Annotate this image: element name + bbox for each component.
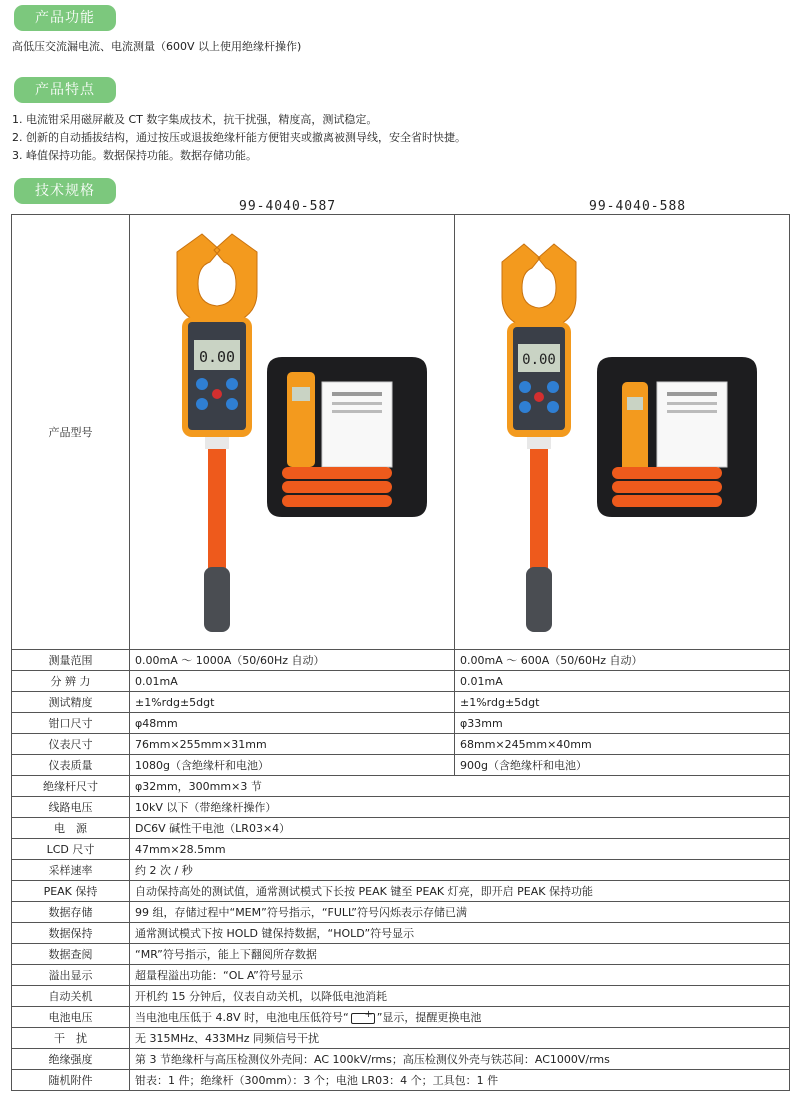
spec-value: 第 3 节绝缘杆与高压检测仪外壳间：AC 100kV/rms；高压检测仪外壳与铁芯间：AC1000V/rms bbox=[130, 1049, 790, 1070]
spec-value-model-2: 0.00mA ～ 600A（50/60Hz 自动） bbox=[455, 650, 790, 671]
product-image-1 bbox=[130, 215, 455, 650]
spec-value-model-1: 0.00mA ～ 1000A（50/60Hz 自动） bbox=[130, 650, 455, 671]
table-row bbox=[12, 1028, 790, 1049]
table-row bbox=[12, 986, 790, 1007]
spec-value-model-1: 76mm×255mm×31mm bbox=[130, 734, 455, 755]
spec-label: 钳口尺寸 bbox=[12, 713, 130, 734]
table-row bbox=[12, 755, 790, 776]
spec-value: 99 组，存储过程中“MEM”符号指示，“FULL”符号闪烁表示存储已满 bbox=[130, 902, 790, 923]
table-row bbox=[12, 1007, 790, 1028]
spec-value: φ32mm，300mm×3 节 bbox=[130, 776, 790, 797]
table-row bbox=[12, 902, 790, 923]
table-row bbox=[12, 839, 790, 860]
clamp-meter-image bbox=[177, 234, 257, 632]
lcd-reading: 0.00 bbox=[522, 352, 556, 368]
table-row bbox=[12, 1070, 790, 1091]
table-row bbox=[12, 860, 790, 881]
spec-value: 自动保持高处的测试值，通常测试模式下长按 PEAK 键至 PEAK 灯亮，即开启 PEAK 保持功能 bbox=[130, 881, 790, 902]
clamp-meter-image bbox=[502, 244, 576, 632]
battery-text-before: 当电池电压低于 4.8V 时，电池电压低符号“ bbox=[135, 1011, 349, 1024]
table-row bbox=[12, 965, 790, 986]
spec-value: 超量程溢出功能：“OL A”符号显示 bbox=[130, 965, 790, 986]
spec-label: 溢出显示 bbox=[12, 965, 130, 986]
product-image-2 bbox=[455, 215, 790, 650]
table-row bbox=[12, 692, 790, 713]
spec-label: 产品型号 bbox=[12, 215, 130, 650]
spec-value: DC6V 碱性干电池（LR03×4） bbox=[130, 818, 790, 839]
spec-table bbox=[11, 214, 790, 1091]
model-number-2: 99-4040-588 bbox=[589, 199, 687, 214]
lcd-reading: 0.00 bbox=[198, 348, 236, 366]
spec-value: 钳表：1 件；绝缘杆（300mm）：3 个；电池 LR03：4 个；工具包：1 件 bbox=[130, 1070, 790, 1091]
spec-label: 绝缘杆尺寸 bbox=[12, 776, 130, 797]
spec-label: 分 辨 力 bbox=[12, 671, 130, 692]
battery-low-icon bbox=[351, 1013, 375, 1024]
spec-value bbox=[130, 1007, 790, 1028]
spec-value: 无 315MHz、433MHz 同频信号干扰 bbox=[130, 1028, 790, 1049]
spec-label: PEAK 保持 bbox=[12, 881, 130, 902]
spec-value: 通常测试模式下按 HOLD 键保持数据，“HOLD”符号显示 bbox=[130, 923, 790, 944]
table-row bbox=[12, 881, 790, 902]
spec-value-model-1: ±1%rdg±5dgt bbox=[130, 692, 455, 713]
spec-value-model-2: φ33mm bbox=[455, 713, 790, 734]
carrying-case-image bbox=[267, 357, 427, 517]
feature-item-3: 3. 峰值保持功能。数据保持功能。数据存储功能。 bbox=[12, 149, 257, 162]
section-tag-spec: 技术规格 bbox=[14, 178, 116, 204]
spec-value-model-2: 900g（含绝缘杆和电池） bbox=[455, 755, 790, 776]
table-row bbox=[12, 944, 790, 965]
spec-label: LCD 尺寸 bbox=[12, 839, 130, 860]
spec-value-model-2: 68mm×245mm×40mm bbox=[455, 734, 790, 755]
function-text: 高低压交流漏电流、电流测量（600V 以上使用绝缘杆操作) bbox=[12, 40, 302, 53]
spec-label: 仪表尺寸 bbox=[12, 734, 130, 755]
spec-label: 采样速率 bbox=[12, 860, 130, 881]
spec-label: 线路电压 bbox=[12, 797, 130, 818]
spec-value: “MR”符号指示，能上下翻阅所存数据 bbox=[130, 944, 790, 965]
image-row bbox=[12, 215, 790, 650]
spec-label: 绝缘强度 bbox=[12, 1049, 130, 1070]
section-tag-function: 产品功能 bbox=[14, 5, 116, 31]
spec-value: 约 2 次 / 秒 bbox=[130, 860, 790, 881]
spec-label: 数据查阅 bbox=[12, 944, 130, 965]
spec-label: 电 源 bbox=[12, 818, 130, 839]
section-tag-features: 产品特点 bbox=[14, 77, 116, 103]
spec-label: 电池电压 bbox=[12, 1007, 130, 1028]
spec-label: 测试精度 bbox=[12, 692, 130, 713]
spec-label: 随机附件 bbox=[12, 1070, 130, 1091]
spec-value: 47mm×28.5mm bbox=[130, 839, 790, 860]
spec-value-model-1: 0.01mA bbox=[130, 671, 455, 692]
table-row bbox=[12, 923, 790, 944]
carrying-case-image bbox=[597, 357, 757, 517]
spec-value: 开机约 15 分钟后，仪表自动关机，以降低电池消耗 bbox=[130, 986, 790, 1007]
spec-label: 数据保持 bbox=[12, 923, 130, 944]
table-row bbox=[12, 734, 790, 755]
table-row bbox=[12, 671, 790, 692]
spec-value-model-2: ±1%rdg±5dgt bbox=[455, 692, 790, 713]
feature-item-1: 1. 电流钳采用磁屏蔽及 CT 数字集成技术，抗干扰强，精度高，测试稳定。 bbox=[12, 113, 378, 126]
table-row bbox=[12, 713, 790, 734]
spec-value-model-1: 1080g（含绝缘杆和电池） bbox=[130, 755, 455, 776]
spec-value-model-1: φ48mm bbox=[130, 713, 455, 734]
spec-label: 干 扰 bbox=[12, 1028, 130, 1049]
spec-label: 数据存储 bbox=[12, 902, 130, 923]
spec-value: 10kV 以下（带绝缘杆操作） bbox=[130, 797, 790, 818]
spec-label: 仪表质量 bbox=[12, 755, 130, 776]
feature-item-2: 2. 创新的自动插拔结构，通过按压或退拔绝缘杆能方便钳夹或撤离被测导线，安全省时快捷。 bbox=[12, 131, 466, 144]
table-row bbox=[12, 650, 790, 671]
table-row bbox=[12, 818, 790, 839]
spec-label: 测量范围 bbox=[12, 650, 130, 671]
table-row bbox=[12, 797, 790, 818]
spec-label: 自动关机 bbox=[12, 986, 130, 1007]
table-row bbox=[12, 1049, 790, 1070]
model-number-1: 99-4040-587 bbox=[239, 199, 337, 214]
table-row bbox=[12, 776, 790, 797]
battery-text-after: ”显示，提醒更换电池 bbox=[376, 1011, 482, 1024]
spec-value-model-2: 0.01mA bbox=[455, 671, 790, 692]
